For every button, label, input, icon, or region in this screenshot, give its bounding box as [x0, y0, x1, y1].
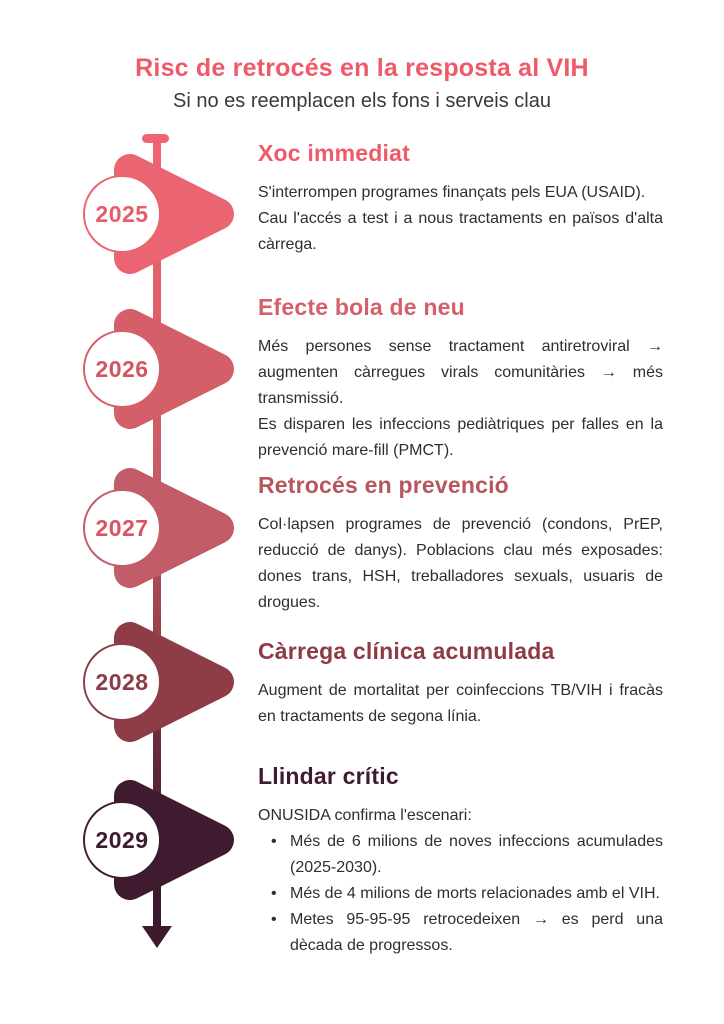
section-heading: Càrrega clínica acumulada: [258, 638, 555, 664]
timeline-start-cap: [142, 134, 169, 143]
year-marker-2029: [70, 770, 240, 910]
year-marker-2027: [70, 458, 240, 598]
section-heading: Efecte bola de neu: [258, 294, 465, 320]
year-label: 2025: [95, 201, 149, 227]
section-heading: Llindar crític: [258, 763, 399, 789]
timeline-section-2027: [258, 472, 663, 616]
timeline-section-2025: [258, 140, 663, 258]
year-marker-2026: [70, 299, 240, 439]
section-paragraph: S'interrompen programes finançats pels EUA (USAID).: [258, 184, 646, 201]
section-heading: Retrocés en prevenció: [258, 472, 509, 498]
year-marker-2028: [70, 612, 240, 752]
timeline-section-2028: [258, 638, 663, 730]
section-paragraph: Es disparen les infeccions pediàtriques per falles en la prevenció mare-fill (PMCT).: [258, 416, 663, 459]
year-label: 2028: [95, 669, 149, 695]
page-subtitle: Si no es reemplacen els fons i serveis clau: [173, 90, 551, 112]
year-label: 2029: [95, 827, 149, 853]
year-label: 2026: [95, 356, 149, 382]
year-marker-2025: [70, 144, 240, 284]
section-paragraph: Col·lapsen programes de prevenció (condons, PrEP, reducció de danys). Poblacions clau més exposades: dones trans, HSH, treballadores sexuals, usuaris de drogues.: [258, 516, 663, 611]
bullet-item: • Més de 4 milions de morts relacionades amb el VIH.: [258, 881, 663, 907]
page-title: Risc de retrocés en la resposta al VIH: [135, 54, 589, 82]
timeline-section-2026: [258, 294, 663, 464]
section-paragraph: Més persones sense tractament antiretroviral → augmenten càrregues virals comunitàries → més transmissió.: [258, 338, 663, 407]
timeline-end-arrow-icon: [142, 926, 172, 948]
section-intro: ONUSIDA confirma l'escenari:: [258, 807, 472, 824]
bullet-list: [258, 829, 663, 959]
section-heading: Xoc immediat: [258, 140, 410, 166]
section-paragraph: Cau l'accés a test i a nous tractaments en països d'alta càrrega.: [258, 210, 663, 253]
year-label: 2027: [95, 515, 149, 541]
timeline-section-2029: [258, 763, 663, 959]
section-paragraph: Augment de mortalitat per coinfeccions TB/VIH i fracàs en tractaments de segona línia.: [258, 682, 663, 725]
bullet-item: • Més de 6 milions de noves infeccions acumulades (2025-2030).: [258, 829, 663, 881]
bullet-item: • Metes 95-95-95 retrocedeixen → es perd una dècada de progressos.: [258, 907, 663, 959]
